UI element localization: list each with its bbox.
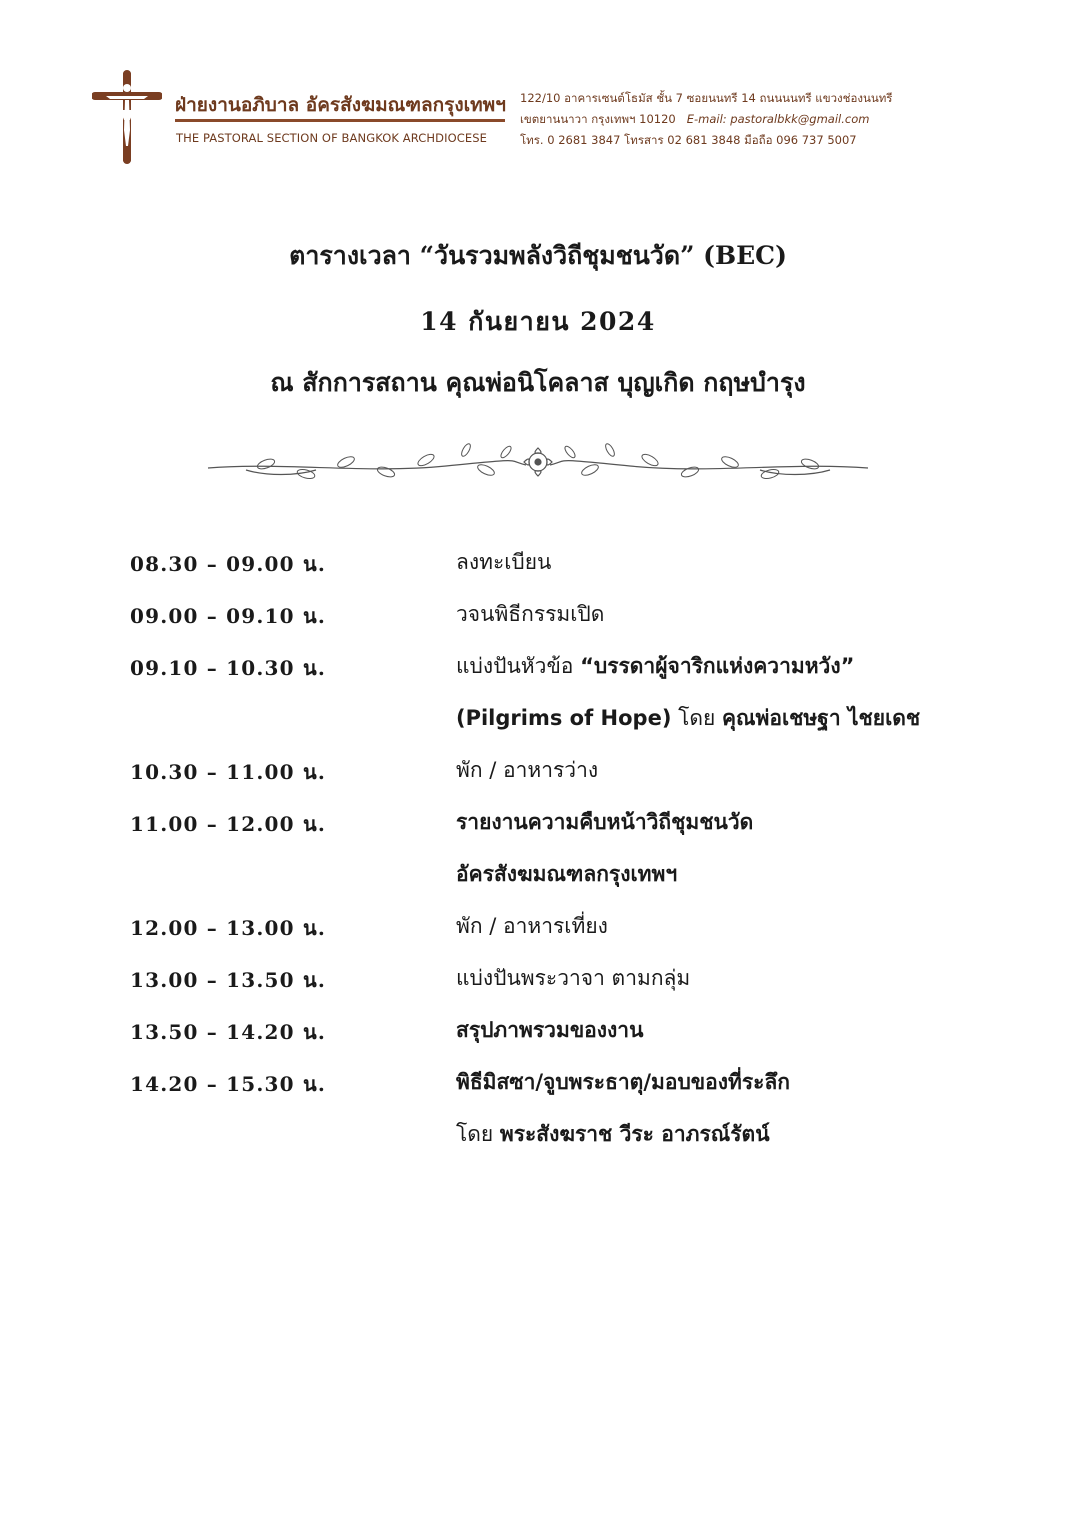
activity-prefix: โดย bbox=[456, 1122, 500, 1146]
schedule-time: 13.00 – 13.50 น. bbox=[130, 968, 326, 992]
schedule-time: 13.50 – 14.20 น. bbox=[130, 1020, 326, 1044]
schedule-activity bbox=[456, 650, 976, 683]
organization-name-thai: ฝ่ายงานอภิบาล อัครสังฆมณฑลกรุงเทพฯ bbox=[175, 94, 506, 116]
schedule-activity: แบ่งปันพระวาจา ตามกลุ่ม bbox=[456, 966, 691, 990]
document-title: ตารางเวลา “วันรวมพลังวิถีชุมชนวัด” (BEC) bbox=[289, 241, 787, 270]
event-date: 14 กันยายน 2024 bbox=[420, 307, 656, 336]
letterhead bbox=[92, 70, 922, 166]
schedule-row bbox=[130, 956, 970, 1008]
floral-divider-icon bbox=[206, 440, 870, 490]
schedule-row bbox=[130, 852, 970, 904]
activity-prefix: แบ่งปันหัวข้อ bbox=[456, 654, 581, 678]
schedule-table bbox=[130, 540, 970, 1164]
activity-presider: พระสังฆราช วีระ อาภรณ์รัตน์ bbox=[499, 1122, 770, 1146]
address-line-2-prefix: เขตยานนาวา กรุงเทพฯ 10120 bbox=[520, 112, 676, 126]
schedule-activity: วจนพิธีกรรมเปิด bbox=[456, 602, 605, 626]
schedule-row bbox=[130, 696, 970, 748]
schedule-time: 12.00 – 13.00 น. bbox=[130, 916, 326, 940]
activity-english-title: (Pilgrims of Hope) bbox=[456, 706, 672, 730]
schedule-activity: พัก / อาหารว่าง bbox=[456, 758, 599, 782]
schedule-activity: พัก / อาหารเที่ยง bbox=[456, 914, 608, 938]
address-line-1: 122/10 อาคารเซนต์โธมัส ชั้น 7 ซอยนนทรี 14 ถนนนนทรี แขวงช่องนนทรี bbox=[520, 91, 893, 105]
schedule-time: 09.00 – 09.10 น. bbox=[130, 604, 326, 628]
schedule-row bbox=[130, 1060, 970, 1112]
activity-topic: “บรรดาผู้จาริกแห่งความหวัง” bbox=[580, 654, 855, 678]
activity-speaker: คุณพ่อเชษฐา ไชยเดช bbox=[722, 706, 921, 730]
schedule-activity: รายงานความคืบหน้าวิถีชุมชนวัด bbox=[456, 810, 754, 834]
crucifix-icon bbox=[92, 70, 162, 164]
address-line-2 bbox=[520, 109, 892, 130]
email-address[interactable]: E-mail: pastoralbkk@gmail.com bbox=[686, 112, 870, 126]
schedule-activity bbox=[456, 1118, 976, 1151]
schedule-row bbox=[130, 800, 970, 852]
schedule-time: 10.30 – 11.00 น. bbox=[130, 760, 326, 784]
schedule-activity: พิธีมิสซา/จูบพระธาตุ/มอบของที่ระลึก bbox=[456, 1070, 790, 1094]
schedule-row bbox=[130, 592, 970, 644]
schedule-time: 08.30 – 09.00 น. bbox=[130, 552, 326, 576]
schedule-row bbox=[130, 748, 970, 800]
schedule-row bbox=[130, 904, 970, 956]
schedule-row bbox=[130, 1112, 970, 1164]
schedule-row bbox=[130, 1008, 970, 1060]
schedule-row bbox=[130, 540, 970, 592]
event-venue: ณ สักการสถาน คุณพ่อนิโคลาส บุญเกิด กฤษบำรุง bbox=[270, 368, 806, 397]
activity-by: โดย bbox=[671, 706, 722, 730]
schedule-time: 14.20 – 15.30 น. bbox=[130, 1072, 326, 1096]
schedule-activity bbox=[456, 702, 976, 735]
schedule-activity: สรุปภาพรวมของงาน bbox=[456, 1018, 644, 1042]
schedule-activity: ลงทะเบียน bbox=[456, 550, 552, 574]
organization-name-english: THE PASTORAL SECTION OF BANGKOK ARCHDIOCESE bbox=[176, 131, 487, 145]
schedule-time: 11.00 – 12.00 น. bbox=[130, 812, 326, 836]
letterhead-rule bbox=[175, 119, 505, 122]
schedule-time: 09.10 – 10.30 น. bbox=[130, 656, 326, 680]
schedule-activity: อัครสังฆมณฑลกรุงเทพฯ bbox=[456, 862, 678, 886]
contact-block bbox=[520, 88, 892, 151]
phone-line: โทร. 0 2681 3847 โทรสาร 02 681 3848 มือถือ 096 737 5007 bbox=[520, 133, 857, 147]
schedule-row bbox=[130, 644, 970, 696]
